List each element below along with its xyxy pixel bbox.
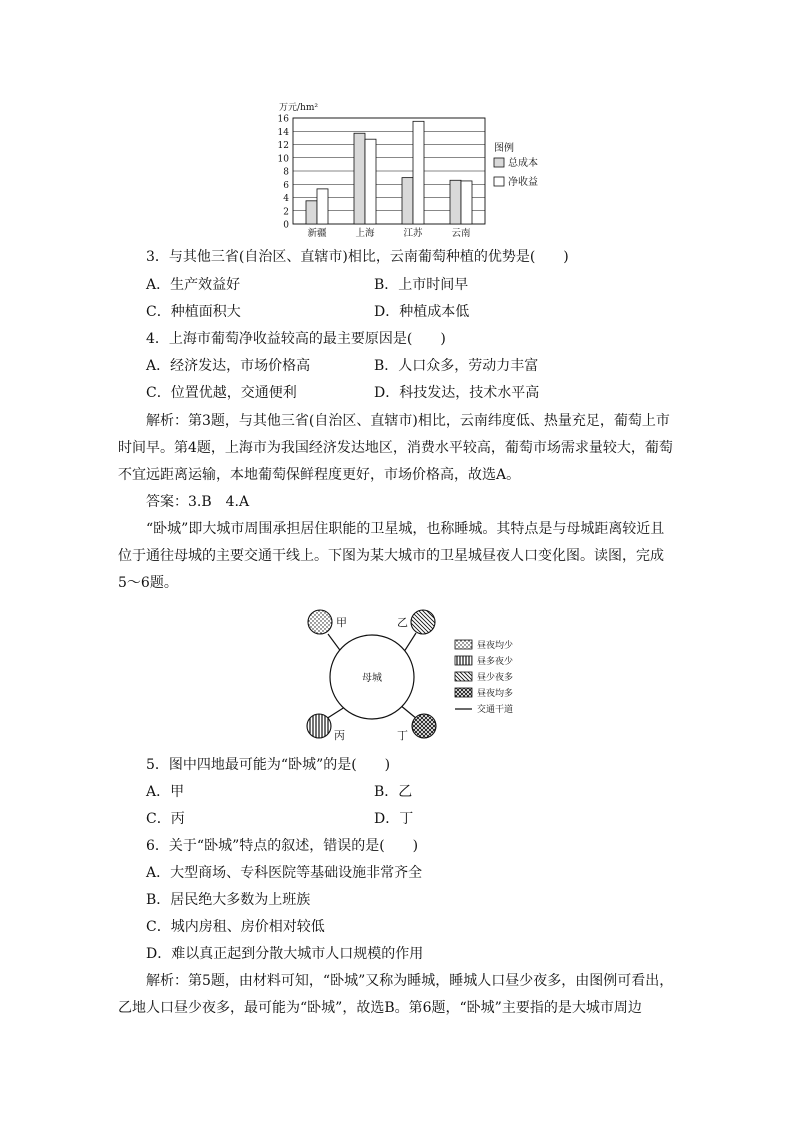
y-tick-label: 8 (283, 167, 289, 178)
q5-stem: 5．图中四地最可能为“卧城”的是( ) (146, 757, 391, 773)
q6-option-a: A．大型商场、专科医院等基础设施非常齐全 (146, 865, 423, 881)
analysis-1-line-1: 解析：第3题，与其他三省(自治区、直辖市)相比，云南纬度低、热量充足，葡萄上市 (146, 413, 670, 429)
legend-swatch-day-more (455, 656, 472, 665)
town-ding (412, 714, 436, 738)
q5-option-d: D．丁 (374, 811, 414, 827)
y-tick-label: 6 (283, 180, 289, 191)
mother-city-label: 母城 (362, 673, 382, 684)
grape-cost-income-chart (0, 95, 794, 335)
analysis-1-line-2: 时间早。第4题，上海市为我国经济发达地区，消费水平较高，葡萄市场需求量较大，葡萄 (118, 440, 673, 456)
bar-total-cost (354, 133, 365, 224)
answer-1: 答案：3.B 4.A (146, 494, 250, 510)
q4-option-a: A．经济发达，市场价格高 (146, 358, 311, 374)
y-tick-label: 12 (277, 141, 289, 151)
bar-net-income (317, 189, 328, 224)
town-ding-label: 丁 (397, 729, 408, 742)
q6-option-d: D．难以真正起到分散大城市人口规模的作用 (146, 946, 424, 962)
legend-swatch-total-cost (494, 158, 504, 167)
town-bing (307, 714, 331, 738)
chart-y-ticks (278, 115, 290, 231)
legend-swatch-net-income (494, 177, 504, 186)
q4-option-c: C．位置优越，交通便利 (146, 385, 297, 401)
y-tick-label: 4 (283, 194, 289, 204)
town-jia (308, 610, 332, 634)
chart-bars (306, 121, 472, 224)
q4-option-d: D．科技发达，技术水平高 (374, 385, 540, 401)
legend-label-total-cost: 总成本 (508, 158, 538, 169)
legend-high-both: 昼夜均多 (477, 689, 514, 699)
x-tick-label: 上海 (355, 228, 375, 239)
intro-line-3: 5～6题。 (118, 575, 178, 591)
intro-line-1: “卧城”即大城市周围承担居住职能的卫星城，也称睡城。其特点是与母城距离较近且 (146, 521, 665, 537)
q5-option-a: A．甲 (146, 784, 185, 800)
q5-option-c: C．丙 (146, 811, 185, 827)
bar-net-income (413, 121, 424, 224)
q3-stem: 3．与其他三省(自治区、直辖市)相比，云南葡萄种植的优势是( ) (146, 249, 569, 265)
road-ding (400, 705, 417, 719)
q4-option-b: B．人口众多，劳动力丰富 (374, 358, 539, 374)
q6-stem: 6．关于“卧城”特点的叙述，错误的是( ) (146, 838, 419, 854)
bar-net-income (365, 139, 376, 224)
bar-total-cost (402, 178, 413, 224)
legend-title: 图例 (494, 143, 514, 154)
analysis-1-line-3: 不宜远距离运输，本地葡萄保鲜程度更好，市场价格高，故选A。 (118, 467, 521, 483)
town-bing-label: 丙 (334, 729, 345, 742)
legend-swatch-low-both (455, 640, 472, 649)
x-tick-label: 新疆 (307, 228, 327, 239)
y-axis-label: 万元/hm² (279, 103, 318, 113)
bar-total-cost (450, 180, 461, 224)
legend-label-net-income: 净收益 (508, 177, 538, 188)
x-tick-label: 云南 (451, 228, 471, 239)
legend-road: 交通干道 (477, 705, 514, 715)
bar-total-cost (306, 201, 317, 224)
q4-stem: 4．上海市葡萄净收益较高的最主要原因是( ) (146, 331, 446, 347)
analysis-2-line-1: 解析：第5题，由材料可知，“卧城”又称为睡城，睡城人口昼少夜多，由图例可看出， (146, 973, 674, 989)
legend-night-more: 昼少夜多 (477, 673, 514, 683)
x-tick-label: 江苏 (403, 228, 423, 239)
bar-net-income (461, 181, 472, 224)
legend-swatch-night-more (455, 672, 472, 681)
q6-option-c: C．城内房租、房价相对较低 (146, 919, 325, 935)
q6-option-b: B．居民绝大多数为上班族 (146, 892, 311, 908)
analysis-2-line-2: 乙地人口昼少夜多，最可能为“卧城”，故选B。第6题，“卧城”主要指的是大城市周边 (118, 1000, 642, 1016)
legend-low-both: 昼夜均少 (477, 641, 514, 651)
q3-option-b: B．上市时间早 (374, 277, 469, 293)
intro-line-2: 位于通往母城的主要交通干线上。下图为某大城市的卫星城昼夜人口变化图。读图，完成 (118, 548, 664, 564)
satellite-town-diagram (0, 600, 794, 750)
legend-day-more: 昼多夜少 (477, 657, 514, 667)
y-tick-label: 10 (277, 154, 289, 165)
town-jia-label: 甲 (336, 616, 347, 629)
q3-option-d: D．种植成本低 (374, 304, 470, 320)
town-yi (411, 610, 435, 634)
q5-option-b: B．乙 (374, 784, 413, 800)
town-yi-label: 乙 (397, 616, 408, 629)
chart-x-ticks (307, 227, 471, 239)
q3-option-c: C．种植面积大 (146, 304, 241, 320)
q3-option-a: A．生产效益好 (146, 277, 241, 293)
y-tick-label: 14 (277, 127, 289, 138)
y-tick-label: 16 (277, 114, 289, 125)
legend-swatch-high-both (455, 688, 472, 697)
y-tick-label: 2 (283, 207, 289, 218)
y-tick-label: 0 (283, 220, 289, 231)
